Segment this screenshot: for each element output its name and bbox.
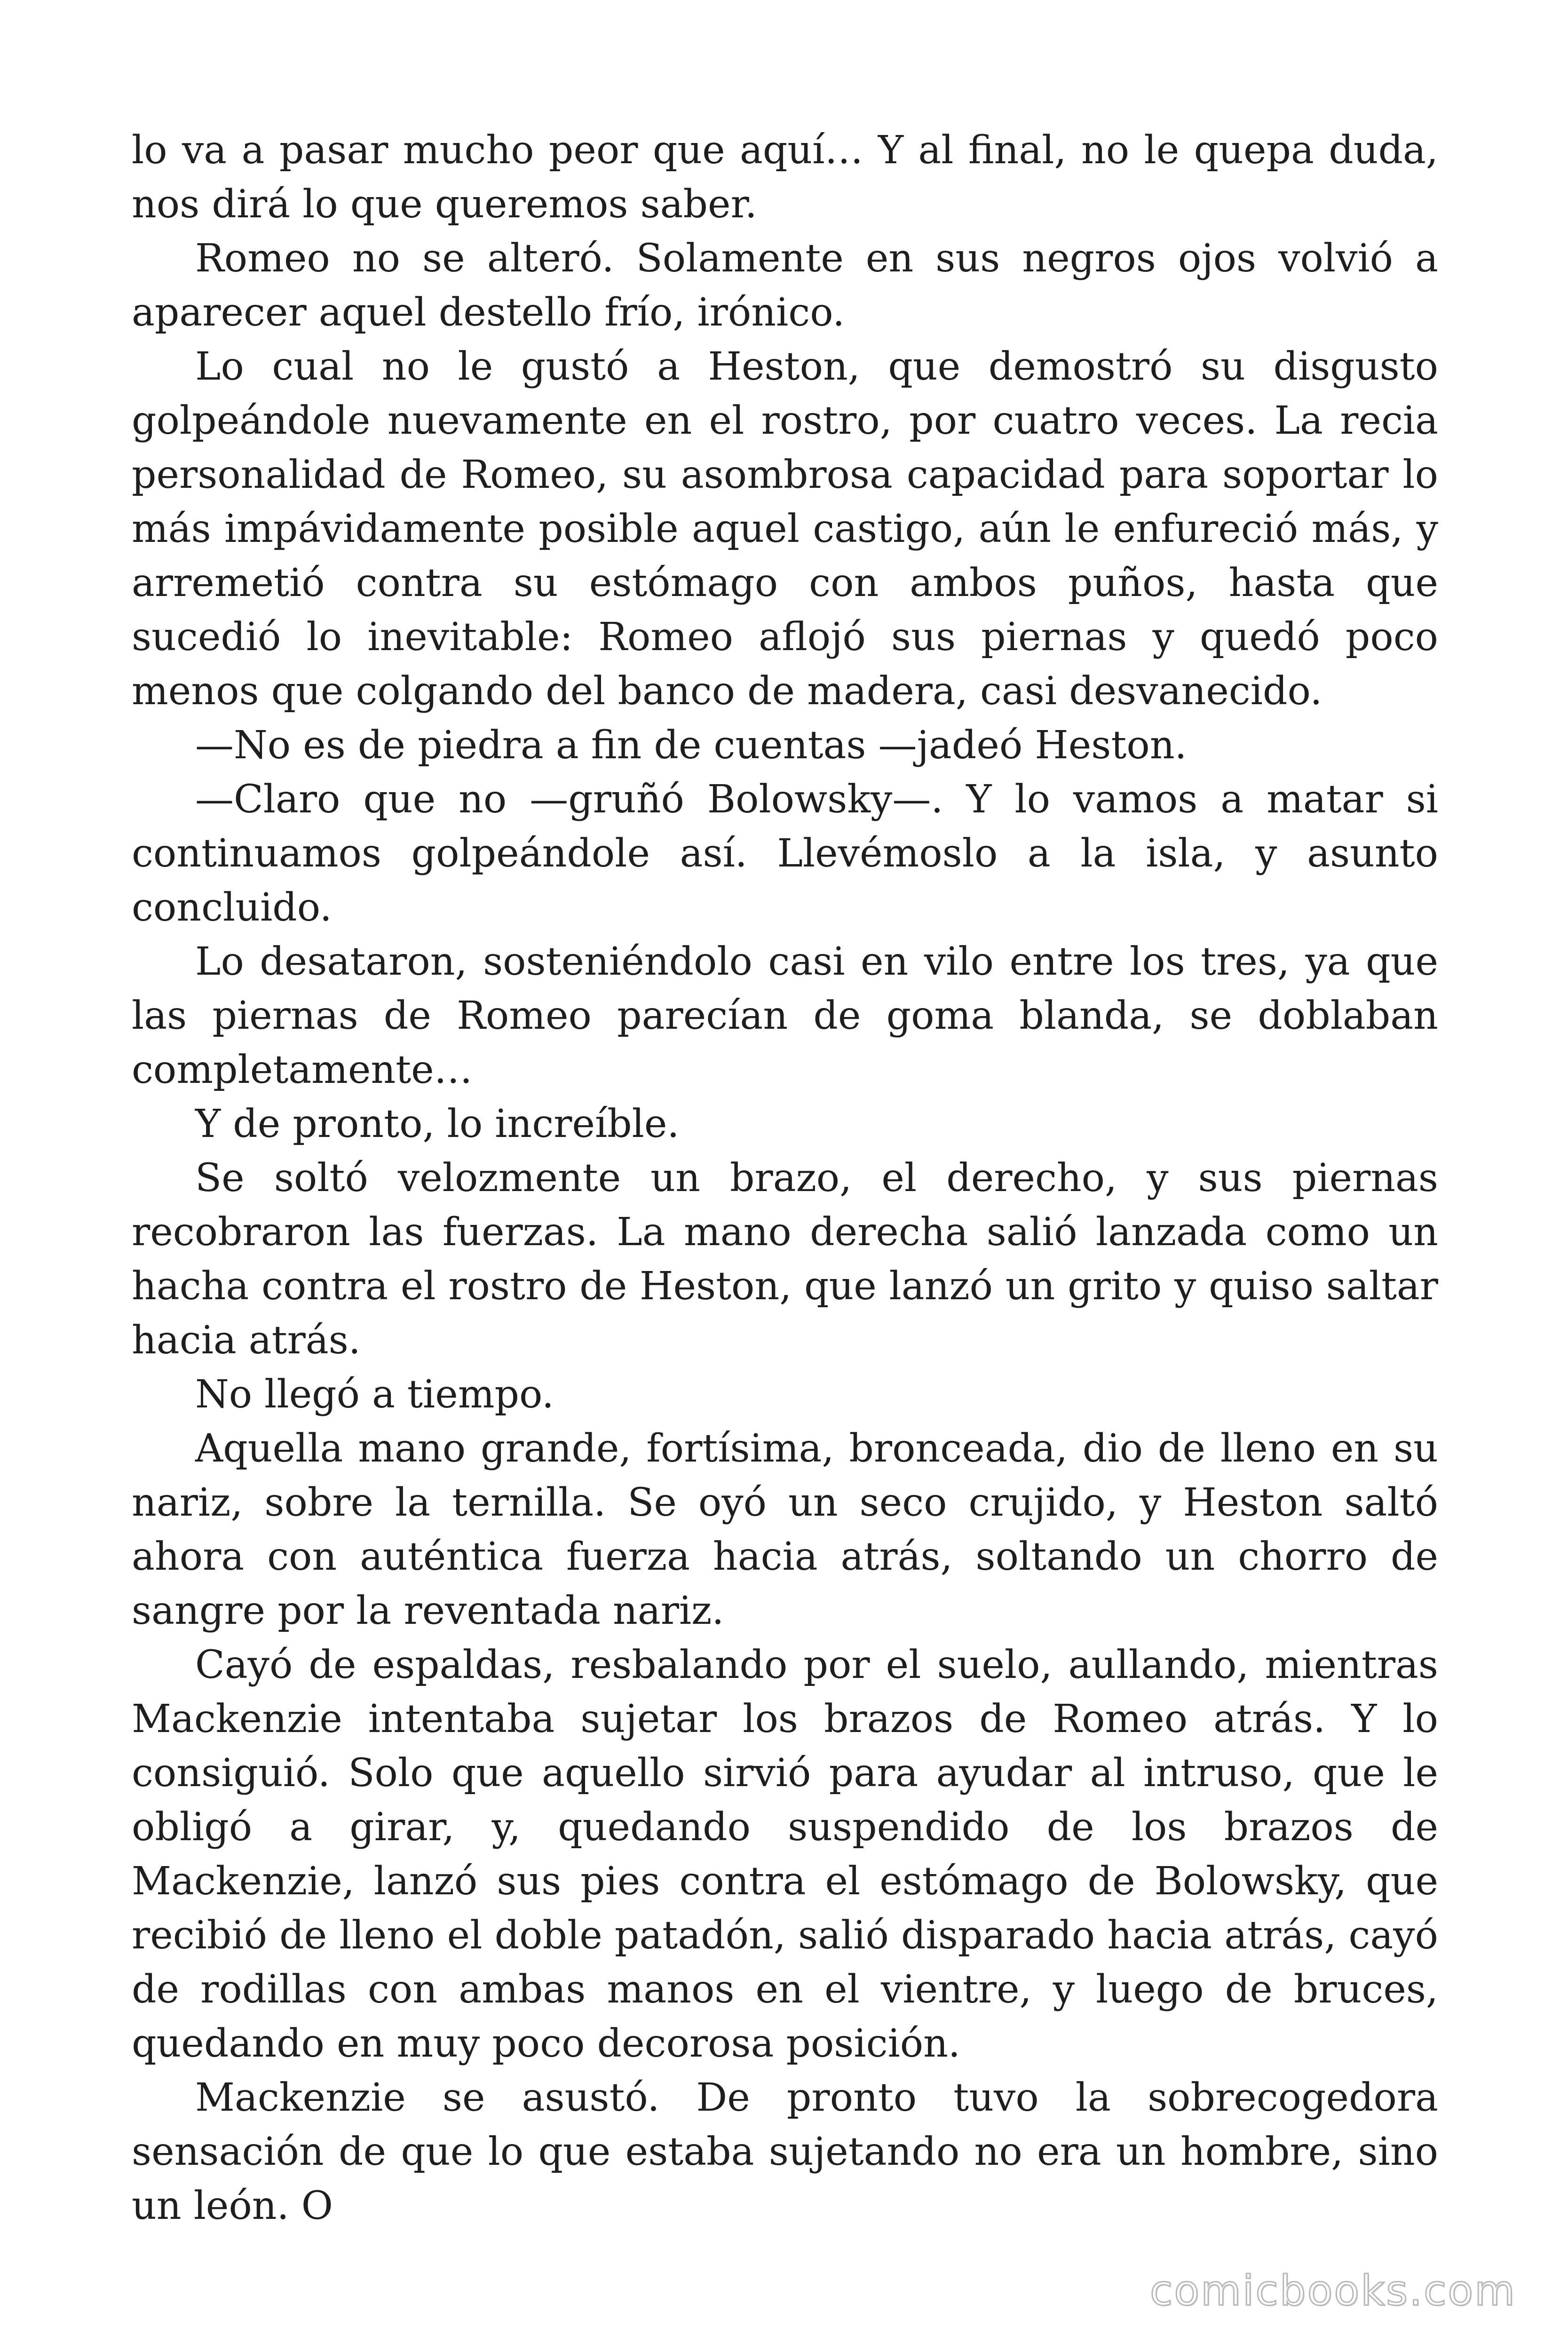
page-text [132,123,1438,2233]
paragraph-11: Cayó de espaldas, resbalando por el suelo, aullando, mientras Mackenzie intentaba sujetar los brazos de Romeo atrás. Y lo consiguió. Solo que aquello sirvió para ayudar al intruso, que le obligó a girar, y, quedando suspendido de los brazos de Mackenzie, lanzó sus pies contra el estómago de Bolowsky, que recibió de lleno el doble patadón, salió disparado hacia atrás, cayó de rodillas con ambas manos en el vientre, y luego de bruces, quedando en muy poco decorosa posición. [132,1643,1438,2066]
paragraph-4: —No es de piedra a fin de cuentas —jadeó Heston. [195,723,1187,768]
paragraph-6: Lo desataron, sosteniéndolo casi en vilo entre los tres, ya que las piernas de Romeo parecían de goma blanda, se doblaban completamente… [132,939,1438,1092]
paragraph-1: lo va a pasar mucho peor que aquí… Y al final, no le quepa duda, nos dirá lo que queremos saber. [132,128,1438,227]
paragraph-12: Mackenzie se asustó. De pronto tuvo la sobrecogedora sensación de que lo que estaba sujetando no era un hombre, sino un león. O [132,2075,1438,2228]
watermark-text: comicbooks.com [1149,2266,1516,2315]
paragraph-10: Aquella mano grande, fortísima, bronceada, dio de lleno en su nariz, sobre la ternilla. Se oyó un seco crujido, y Heston saltó ahora con auténtica fuerza hacia atrás, soltando un chorro de sangre por la reventada nariz. [132,1426,1438,1633]
paragraph-9: No llegó a tiempo. [195,1372,554,1417]
paragraph-5: —Claro que no —gruñó Bolowsky—. Y lo vamos a matar si continuamos golpeándole así. Llevémoslo a la isla, y asunto concluido. [132,777,1438,930]
paragraph-2: Romeo no se alteró. Solamente en sus negros ojos volvió a aparecer aquel destello frío, irónico. [132,236,1438,335]
paragraph-7: Y de pronto, lo increíble. [195,1102,680,1146]
paragraph-3: Lo cual no le gustó a Heston, que demostró su disgusto golpeándole nuevamente en el rostro, por cuatro veces. La recia personalidad de Romeo, su asombrosa capacidad para soportar lo más impávidamente posible aquel castigo, aún le enfureció más, y arremetió contra su estómago con ambos puños, hasta que sucedió lo inevitable: Romeo aflojó sus piernas y quedó poco menos que colgando del banco de madera, casi desvanecido. [132,344,1438,714]
paragraph-8: Se soltó velozmente un brazo, el derecho, y sus piernas recobraron las fuerzas. La mano derecha salió lanzada como un hacha contra el rostro de Heston, que lanzó un grito y quiso saltar hacia atrás. [132,1156,1438,1363]
